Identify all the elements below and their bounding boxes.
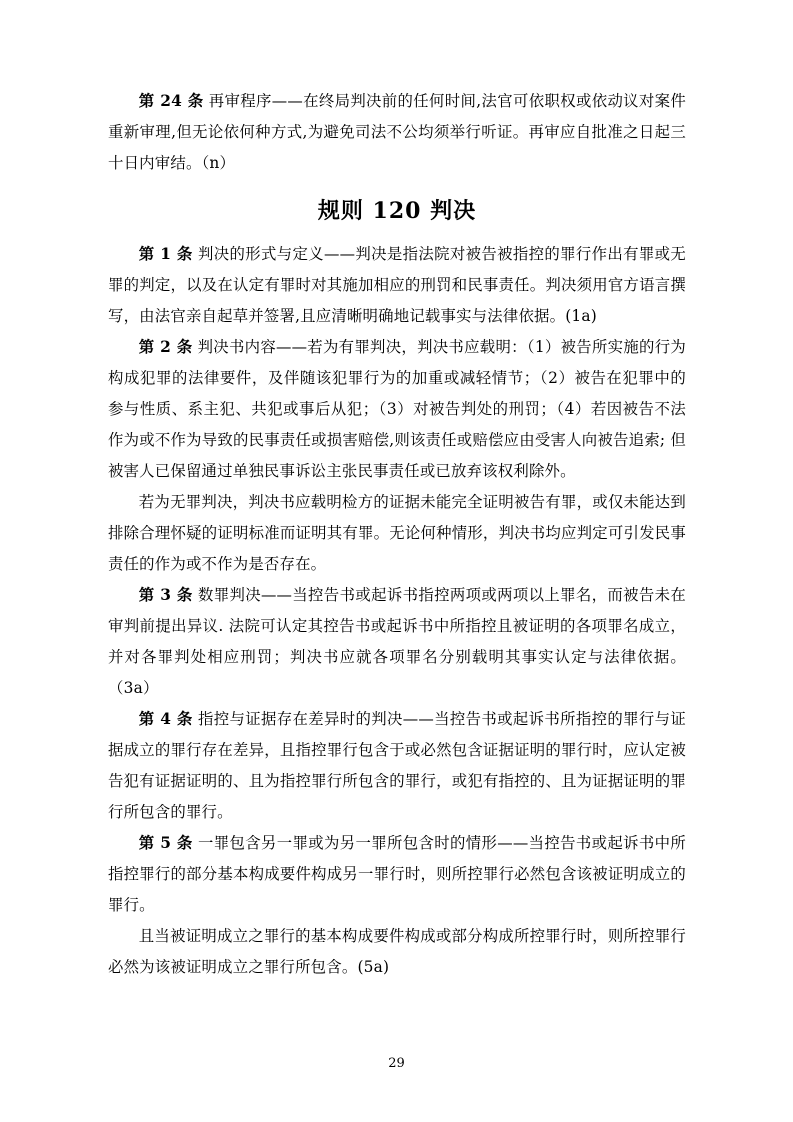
article-3-paragraph (108, 580, 686, 704)
article-2-continued-paragraph (108, 487, 686, 580)
article-4-text: 指控与证据存在差异时的判决——当控告书或起诉书所指控的罪行与证据成立的罪行存在差异，且指控罪行包含于或必然包含证据证明的罪行时，应认定被告犯有证据证明的、且为指控罪行所包含的罪行，或犯有指控的、且为证据证明的罪行所包含的罪行。 (108, 710, 687, 821)
article-2-continued-text: 若为无罪判决，判决书应载明检方的证据未能完全证明被告有罪，或仅未能达到排除合理怀疑的证明标准而证明其有罪。无论何种情形，判决书均应判定可引发民事责任的作为或不作为是否存在。 (108, 493, 686, 573)
article-5-continued-text: 且当被证明成立之罪行的基本构成要件构成或部分构成所控罪行时，则所控罪行必然为该被证明成立之罪行所包含。(5a) (108, 927, 686, 976)
article-5-text: 一罪包含另一罪或为另一罪所包含时的情形——当控告书或起诉书中所指控罪行的部分基本构成要件构成另一罪行时，则所控罪行必然包含该被证明成立的罪行。 (108, 834, 687, 914)
article-1-label: 第 1 条 (138, 245, 193, 263)
article-24-label: 第 24 条 (138, 92, 204, 110)
page-number: 29 (388, 1056, 405, 1071)
article-4-paragraph (108, 704, 686, 828)
article-3-text: 数罪判决——当控告书或起诉书指控两项或两项以上罪名，而被告未在审判前提出异议. 法院可认定其控告书或起诉书中所指控且被证明的各项罪名成立，并对各罪判处相应刑罚；判决书应就各项罪名分别载明其事实认定与法律依据。（3a） (108, 586, 687, 697)
article-5-label: 第 5 条 (138, 834, 193, 852)
rule-120-heading: 规则 120 判决 (317, 198, 477, 224)
article-4-label: 第 4 条 (138, 710, 193, 728)
article-3-label: 第 3 条 (138, 586, 193, 604)
article-2-label: 第 2 条 (138, 338, 193, 356)
article-5-continued-paragraph (108, 921, 686, 983)
article-1-text: 判决的形式与定义——判决是指法院对被告被指控的罪行作出有罪或无罪的判定，以及在认定有罪时对其施加相应的刑罚和民事责任。判决须用官方语言撰写，由法官亲自起草并签署,且应清晰明确地记载事实与法律依据。(1a) (108, 245, 687, 325)
article-24-paragraph (108, 86, 686, 179)
article-2-paragraph (108, 332, 686, 487)
article-5-paragraph (108, 828, 686, 921)
article-2-text: 判决书内容——若为有罪判决，判决书应载明：（1）被告所实施的行为构成犯罪的法律要件，及伴随该犯罪行为的加重或减轻情节；（2）被告在犯罪中的参与性质、系主犯、共犯或事后从犯；（3）对被告判处的刑罚；（4）若因被告不法作为或不作为导致的民事责任或损害赔偿,则该责任或赔偿应由受害人向被告追索; 但被害人已保留通过单独民事诉讼主张民事责任或已放弃该权利除外。 (108, 338, 686, 480)
article-24-text: 再审程序——在终局判决前的任何时间,法官可依职权或依动议对案件重新审理,但无论依何种方式,为避免司法不公均须举行听证。再审应自批准之日起三十日内审结。（n） (108, 92, 687, 172)
page-content (108, 86, 686, 983)
article-1-paragraph (108, 239, 686, 332)
